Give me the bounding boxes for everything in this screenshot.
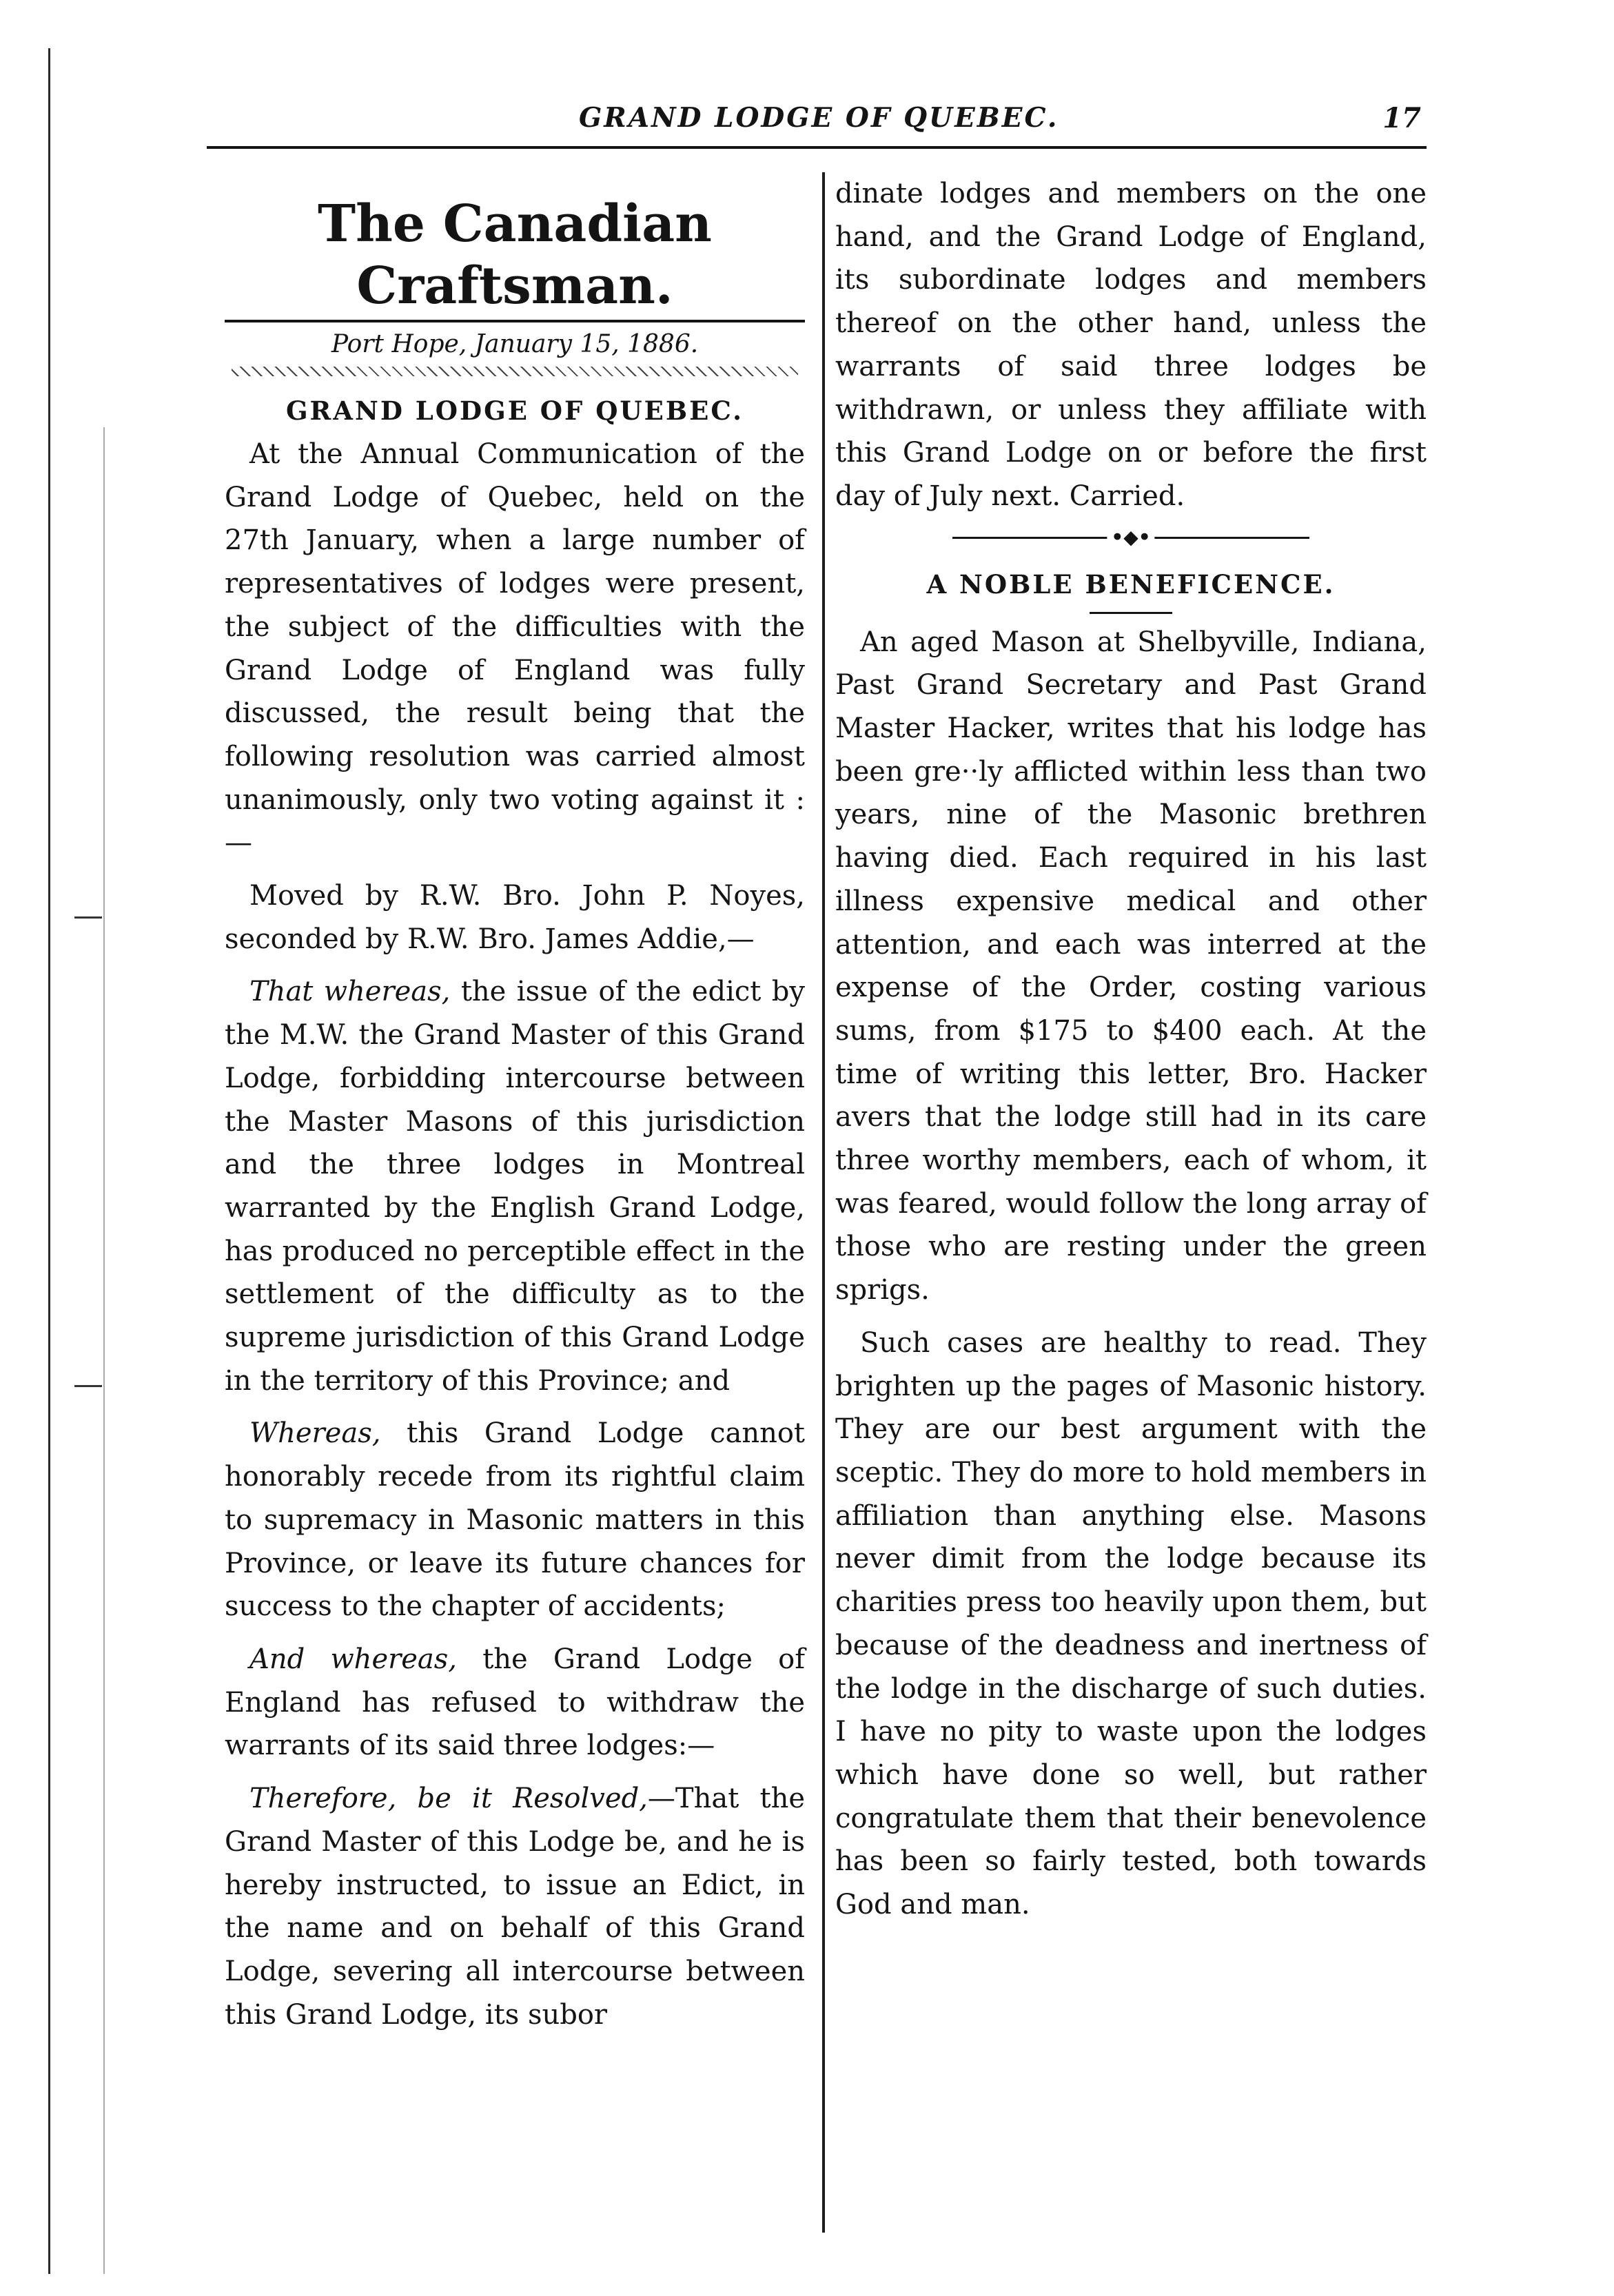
left-column bbox=[225, 172, 805, 2046]
column-divider bbox=[822, 172, 825, 2233]
motion-paragraph: Moved by R.W. Bro. John P. Noyes, seconded by R.W. Bro. James Addie,— bbox=[225, 880, 805, 955]
article-intro-paragraph: At the Annual Communication of the Grand Lodge of Quebec, held on the 27th January, when a large number of representatives of lodges were present, the subject of the difficulties with the Grand Lodge of England was fully discussed, the result being that the following resolution was carried almost unanimously, only two voting against it :— bbox=[225, 438, 805, 859]
whereas-paragraph-3 bbox=[225, 1638, 805, 1767]
resolved-text: —That the Grand Master of this Lodge be, and he is hereby instructed, to issue an Edict, in the name and on behalf of this Grand Lodge, severing all intercourse between this Grand Lodge, its subor bbox=[225, 1783, 805, 2031]
whereas-text-1: the issue of the edict by the M.W. the Grand Master of this Grand Lodge, forbidding intercourse between the Master Masons of this jurisdiction and the three lodges in Montreal warranted by the English Grand Lodge, has produced no perceptible effect in the settlement of the difficulty as to the supreme jurisdiction of this Grand Lodge in the territory of this Province; and bbox=[225, 976, 805, 1397]
binding-mark bbox=[74, 1385, 102, 1387]
right-column bbox=[835, 172, 1427, 1936]
page-number: 17 bbox=[1382, 102, 1421, 134]
whereas-lead-3: And whereas, bbox=[249, 1643, 458, 1675]
whereas-paragraph-2 bbox=[225, 1412, 805, 1628]
header-rule bbox=[207, 146, 1427, 149]
masthead-title: The Canadian Craftsman. bbox=[318, 194, 712, 316]
whereas-paragraph-1 bbox=[225, 970, 805, 1402]
resolution-continuation: dinate lodges and members on the one hand, and the Grand Lodge of England, its subordinate lodges and members thereof on the other hand, unless the warrants of said three lodges be withdrawn, or unless they affiliate with this Grand Lodge on or before the first day of July next. Carried. bbox=[835, 178, 1427, 512]
running-title: GRAND LODGE OF QUEBEC. bbox=[579, 102, 1059, 134]
binding-edge-line bbox=[48, 48, 50, 2274]
binding-shadow-line bbox=[103, 427, 105, 2274]
dateline: Port Hope, January 15, 1886. bbox=[331, 330, 699, 358]
article-heading-noble-beneficence: A NOBLE BENEFICENCE. bbox=[926, 568, 1336, 599]
whereas-text-3: the Grand Lodge of England has refused to withdraw the warrants of its said three lodges:— bbox=[225, 1643, 805, 1762]
whereas-lead-2: Whereas, bbox=[249, 1417, 381, 1450]
ornamental-divider bbox=[952, 525, 1309, 549]
whereas-lead-1: That whereas, bbox=[249, 976, 451, 1008]
beneficence-paragraph-2: Such cases are healthy to read. They brighten up the pages of Masonic history. They are our best argument with the sceptic. They do more to hold members in affiliation than anything else. Masons never dimit from the lodge because its charities press too heavily upon them, but because of the deadness and inertness of the lodge in the discharge of such duties. I have no pity to waste upon the lodges which have done so well, but rather congratulate them that their benevolence has been so fairly tested, both towards God and man. bbox=[835, 1326, 1427, 1921]
binding-mark bbox=[74, 916, 102, 919]
heading-short-rule bbox=[1090, 612, 1172, 614]
resolved-lead: Therefore, be it Resolved, bbox=[249, 1783, 648, 1815]
wavy-rule bbox=[232, 367, 798, 376]
article-heading-grand-lodge: GRAND LODGE OF QUEBEC. bbox=[285, 396, 744, 426]
ornament-dots: •◆• bbox=[1107, 525, 1154, 550]
beneficence-paragraph-1: An aged Mason at Shelbyville, Indiana, Past Grand Secretary and Past Grand Master Hacker, writes that his lodge has been gre··ly afflicted within less than two years, nine of the Masonic brethren having died. Each required in his last illness expensive medical and other attention, and each was interred at the expense of the Order, costing various sums, from $175 to $400 each. At the time of writing this letter, Bro. Hacker avers that the lodge still had in its care three worthy members, each of whom, it was feared, would follow the long array of those who are resting under the green sprigs. bbox=[835, 626, 1427, 1306]
whereas-text-2: this Grand Lodge cannot honorably recede from its rightful claim to supremacy in Masonic matters in this Province, or leave its future chances for success to the chapter of accidents; bbox=[225, 1417, 805, 1623]
resolution-paragraph bbox=[225, 1777, 805, 2036]
